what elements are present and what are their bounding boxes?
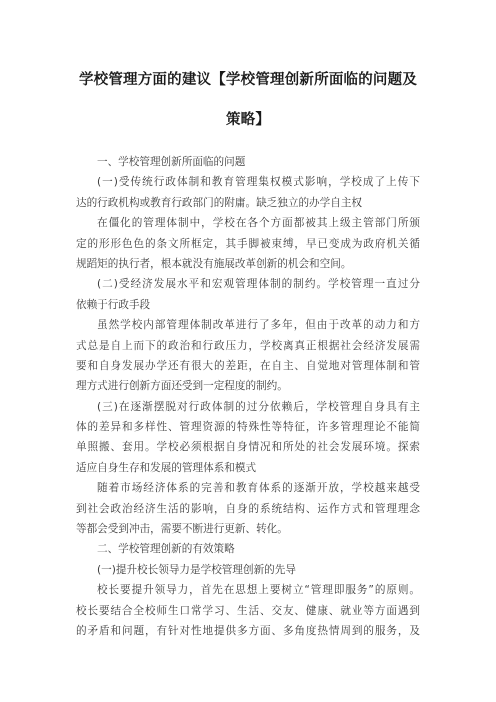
body-line: 校长要提升领导力，首先在思想上要树立“管理即服务”的原则。 — [97, 584, 420, 597]
body-line: 等都会受到冲击，需要不断进行更新、转化。 — [76, 523, 288, 536]
body-line: 校长要结合全校师生口常学习、生活、交友、健康、就业等方面遇到 — [76, 604, 420, 617]
body-line: 虽然学校内部管理体制改革进行了多年，但由于改革的动力和方 — [97, 319, 420, 332]
body-line: 随着市场经济体系的完善和教育体系的逐渐开放，学校越来越受 — [97, 482, 420, 495]
body-line: (一)受传统行政体制和教育管理集权模式影响，学校成了上传下 — [97, 176, 420, 189]
body-line: (二)受经济发展水平和宏观管理体制的制约。学校管理一直过分 — [97, 278, 420, 291]
body-line: 二、学校管理创新的有效策略 — [97, 543, 235, 556]
body-line: 式总是自上而下的政治和行政压力，学校离真正根据社会经济发展需 — [76, 339, 420, 352]
body-line: 在僵化的管理体制中，学校在各个方面都被其上级主管部门所颁 — [97, 217, 420, 230]
body-line: 规蹈矩的执行者，根本就没有施展改革创新的机会和空间。 — [76, 257, 352, 270]
body-line: 理方式进行创新方面还受到一定程度的制约。 — [76, 380, 288, 393]
body-line: 要和自身发展办学还有很大的差距，在自主、自觉地对管理体制和管 — [76, 359, 420, 372]
body-line: (三)在逐渐摆脱对行政体制的过分依赖后，学校管理自身具有主 — [97, 400, 420, 413]
body-line: (一)提升校长领导力是学校管理创新的先导 — [97, 563, 296, 576]
document-title-line-2: 策略】 — [225, 112, 271, 128]
document-body — [76, 152, 420, 641]
body-line: 单照搬、套用。学校必须根据自身情况和所处的社会发展环境。探索 — [76, 441, 420, 454]
body-line: 达的行政机构或教育行政部门的附庸。缺乏独立的办学自主权 — [76, 196, 363, 209]
body-line: 一、学校管理创新所面临的问题 — [97, 156, 246, 168]
body-line: 定的形形色色的条文所框定，其手脚被束缚，早已变成为政府机关循 — [76, 237, 420, 250]
body-line: 适应自身生存和发展的管理体系和模式 — [76, 461, 257, 474]
body-line: 体的差异和多样性、管理资源的特殊性等特征，许多管理理论不能简 — [76, 421, 420, 434]
body-line: 依赖于行政手段 — [76, 298, 151, 311]
body-line: 的矛盾和问题，有针对性地提供多方面、多角度热情周到的服务，及 — [76, 624, 420, 637]
body-line: 到社会政治经济生活的影响，自身的系统结构、运作方式和管理理念 — [76, 502, 420, 515]
document-title-line-1: 学校管理方面的建议【学校管理创新所面临的问题及 — [78, 72, 418, 88]
